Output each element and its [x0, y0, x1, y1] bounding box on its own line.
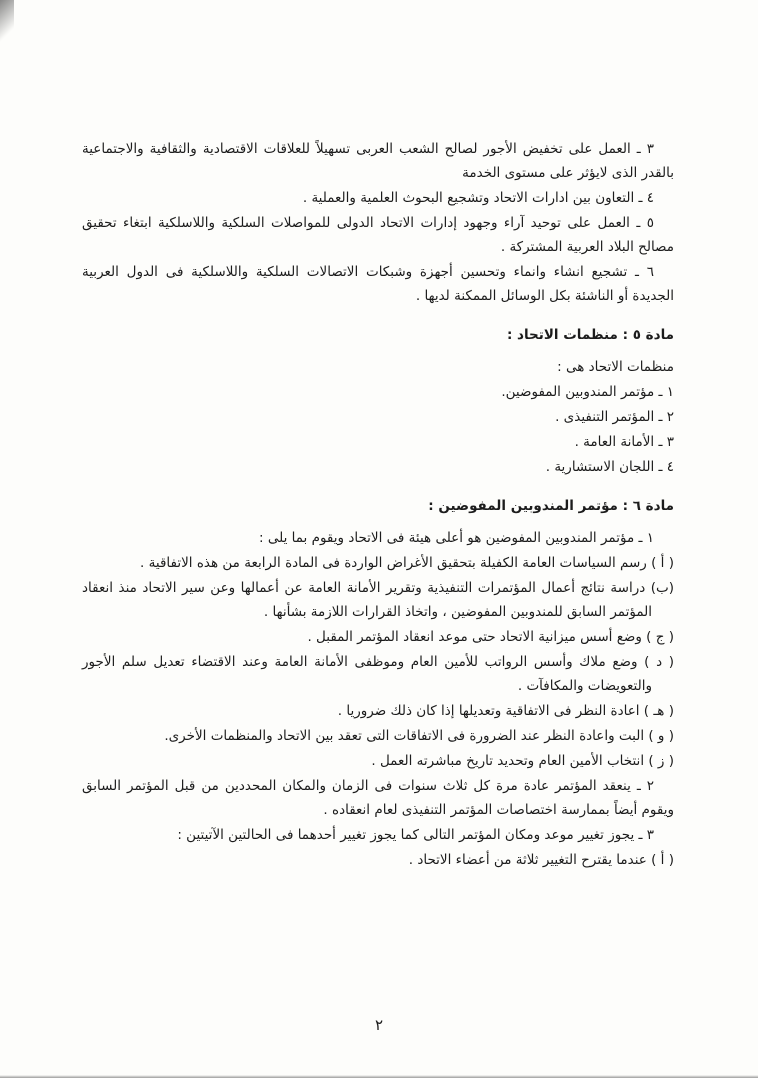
section-heading: مادة ٥ : منظمات الاتحاد :	[506, 327, 674, 343]
paragraph: ١ ـ مؤتمر المندوبين المفوضين هو أعلى هيئة فى الاتحاد ويقوم بما يلى :	[259, 530, 654, 546]
paragraph: منظمات الاتحاد هى :	[557, 359, 674, 375]
paragraph: ( هـ ) اعادة النظر فى الاتفاقية وتعديلها إذا كان ذلك ضروريا .	[337, 703, 674, 719]
paragraph: ٤ ـ اللجان الاستشارية .	[545, 459, 674, 475]
section-heading: مادة ٦ : مؤتمر المندوبين المفوضين :	[428, 498, 674, 514]
paragraph: ( د ) وضع ملاك وأسس الرواتب للأمين العام وموظفى الأمانة العامة وعند الاقتضاء تعديل سلم الأجور والتعويضات والمكافآت .	[82, 654, 674, 694]
paragraph: ٦ ـ تشجيع انشاء وانماء وتحسين أجهزة وشبكات الاتصالات السلكية واللاسلكية فى الدول العربية الجديدة أو الناشئة بكل الوسائل الممكنة لديها .	[82, 264, 674, 304]
paragraph: ( ج ) وضع أسس ميزانية الاتحاد حتى موعد انعقاد المؤتمر المقبل .	[307, 629, 674, 645]
paragraph: ٤ ـ التعاون بين ادارات الاتحاد وتشجيع البحوث العلمية والعملية .	[302, 190, 654, 206]
paragraph: ( أ ) رسم السياسات العامة الكفيلة بتحقيق الأغراض الواردة فى المادة الرابعة من هذه الاتفاقية .	[140, 555, 674, 571]
paragraph: ( أ ) عندما يقترح التغيير ثلاثة من أعضاء الاتحاد .	[408, 852, 674, 868]
page-number: ٢	[374, 1016, 384, 1034]
paragraph: ( ز ) انتخاب الأمين العام وتحديد تاريخ مباشرته العمل .	[371, 753, 674, 769]
paragraph: ٣ ـ يجوز تغيير موعد ومكان المؤتمر التالى كما يجوز تغيير أحدهما فى الحالتين الآتيتين :	[177, 827, 654, 843]
paragraph: ٢ ـ ينعقد المؤتمر عادة مرة كل ثلاث سنوات فى الزمان والمكان المحددين من قبل المؤتمر السابق ويقوم أيضاً بممارسة اختصاصات المؤتمر التنفيذى لعام انعقاده .	[82, 778, 674, 818]
paragraph: ( و ) البت واعادة النظر عند الضرورة فى الاتفاقات التى تعقد بين الاتحاد والمنظمات الأخرى.	[164, 728, 674, 744]
paragraph: ٥ ـ العمل على توحيد آراء وجهود إدارات الاتحاد الدولى للمواصلات السلكية واللاسلكية ابتغاء تحقيق مصالح البلاد العربية المشتركة .	[82, 215, 674, 255]
document-content	[82, 136, 674, 873]
paragraph: ١ ـ مؤتمر المندوبين المفوضين.	[501, 384, 674, 400]
paragraph: (ب) دراسة نتائج أعمال المؤتمرات التنفيذية وتقرير الأمانة العامة عن أعمالها وعن سير الاتحاد منذ انعقاد المؤتمر السابق للمندوبين المفوضين ، واتخاذ القرارات اللازمة بشأنها .	[82, 580, 674, 620]
paragraph: ٣ ـ الأمانة العامة .	[574, 434, 674, 450]
paragraph: ٢ ـ المؤتمر التنفيذى .	[555, 409, 674, 425]
paragraph: ٣ ـ العمل على تخفيض الأجور لصالح الشعب العربى تسهيلاً للعلاقات الاقتصادية والثقافية والاجتماعية بالقدر الذى لايؤثر على مستوى الخدمة	[82, 141, 674, 181]
scan-artifact-corner	[0, 0, 14, 46]
